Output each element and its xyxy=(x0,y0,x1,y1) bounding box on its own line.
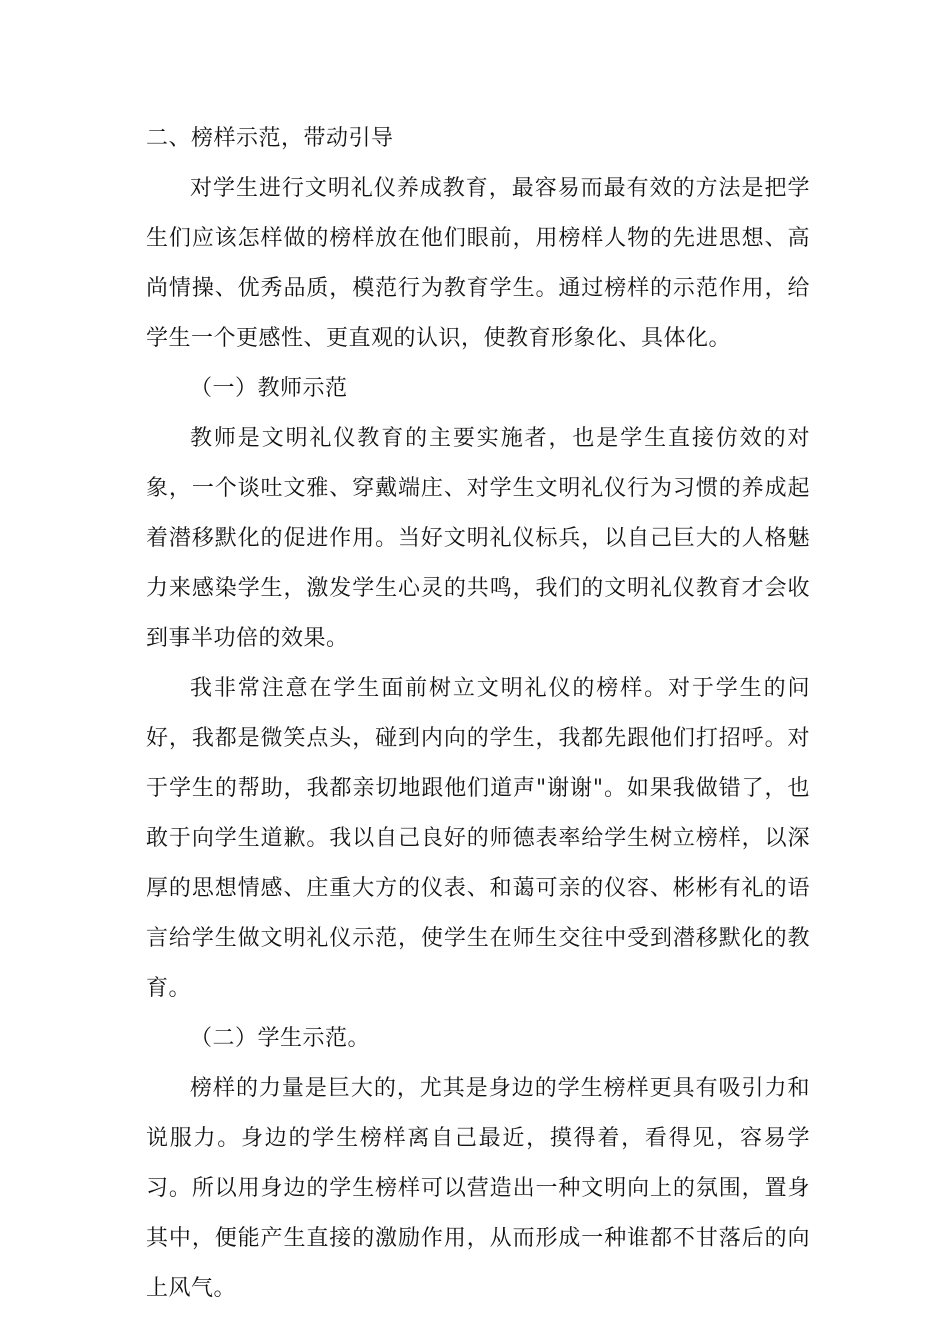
document-body xyxy=(146,114,810,1314)
teacher-paragraph-2: 我非常注意在学生面前树立文明礼仪的榜样。对于学生的问好，我都是微笑点头，碰到内向的学生，我都先跟他们打招呼。对于学生的帮助，我都亲切地跟他们道声"谢谢"。如果我做错了，也敢于向学生道歉。我以自己良好的师德表率给学生树立榜样，以深厚的思想情感、庄重大方的仪表、和蔼可亲的仪容、彬彬有礼的语言给学生做文明礼仪示范，使学生在师生交往中受到潜移默化的教育。 xyxy=(146,676,810,1001)
sub-heading-student: （二）学生示范。 xyxy=(190,1026,371,1051)
teacher-paragraph-1: 教师是文明礼仪教育的主要实施者，也是学生直接仿效的对象，一个谈吐文雅、穿戴端庄、对学生文明礼仪行为习惯的养成起着潜移默化的促进作用。当好文明礼仪标兵，以自己巨大的人格魅力来感染学生，激发学生心灵的共鸣，我们的文明礼仪教育才会收到事半功倍的效果。 xyxy=(146,426,810,651)
section-heading: 二、榜样示范，带动引导 xyxy=(146,126,394,151)
intro-paragraph: 对学生进行文明礼仪养成教育，最容易而最有效的方法是把学生们应该怎样做的榜样放在他们眼前，用榜样人物的先进思想、高尚情操、优秀品质，模范行为教育学生。通过榜样的示范作用，给学生一个更感性、更直观的认识，使教育形象化、具体化。 xyxy=(146,176,810,351)
sub-heading-teacher: （一）教师示范 xyxy=(190,376,348,401)
student-paragraph: 榜样的力量是巨大的，尤其是身边的学生榜样更具有吸引力和说服力。身边的学生榜样离自己最近，摸得着，看得见，容易学习。所以用身边的学生榜样可以营造出一种文明向上的氛围，置身其中，便能产生直接的激励作用，从而形成一种谁都不甘落后的向上风气。 xyxy=(146,1076,810,1301)
